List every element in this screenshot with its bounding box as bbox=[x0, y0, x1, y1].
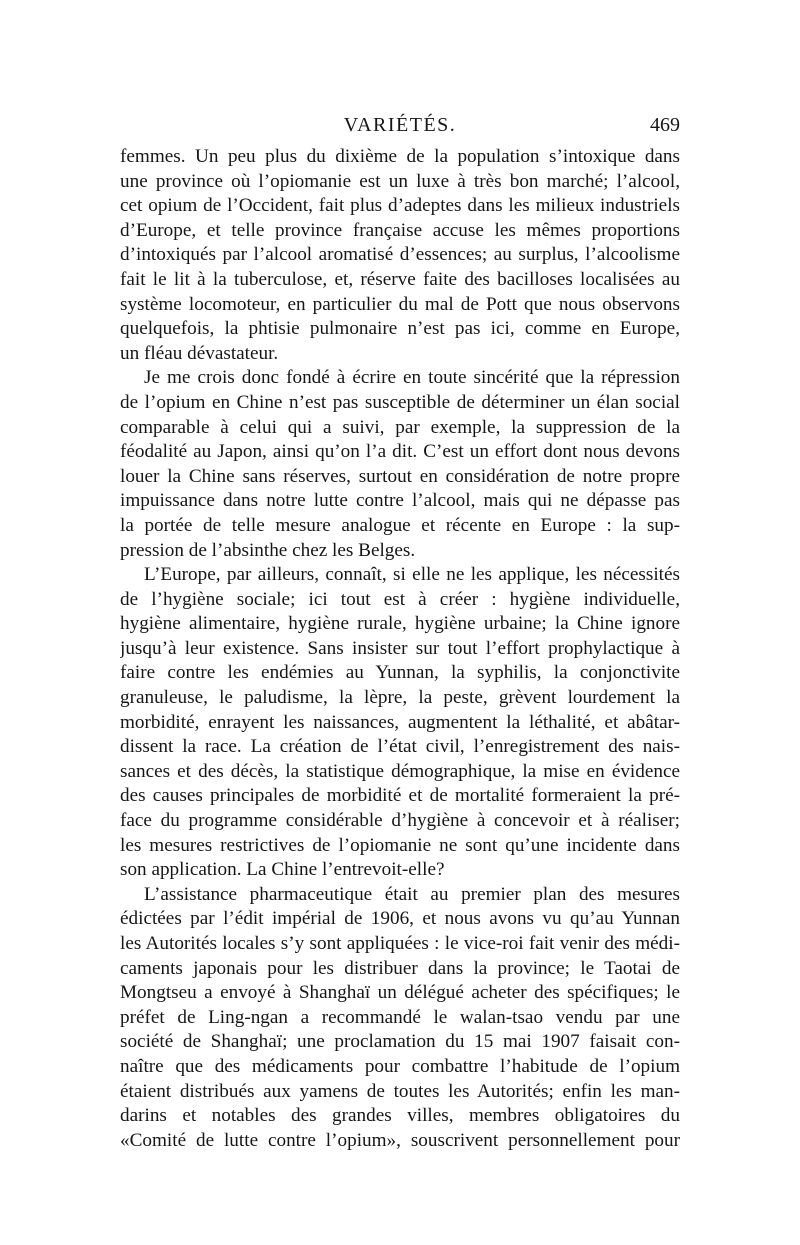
text-line: féodalité au Japon, ainsi qu’on l’a dit. C’est un effort dont nous devons bbox=[120, 441, 680, 463]
text-line: Mongtseu a envoyé à Shanghaï un délégué acheter des spécifiques; le bbox=[120, 982, 680, 1004]
text-line: darins et notables des grandes villes, membres obligatoires du bbox=[120, 1105, 680, 1127]
text-line: hygiène alimentaire, hygiène rurale, hygiène urbaine; la Chine ignore bbox=[120, 613, 680, 635]
text-line: cet opium de l’Occident, fait plus d’adeptes dans les milieux industriels bbox=[120, 195, 680, 217]
text-line: L’Europe, par ailleurs, connaît, si elle ne les applique, les nécessités bbox=[144, 564, 680, 586]
text-line: morbidité, enrayent les naissances, augmentent la léthalité, et abâtar- bbox=[120, 711, 680, 733]
text-line: jusqu’à leur existence. Sans insister sur tout l’effort prophylactique à bbox=[120, 637, 680, 659]
text-line: comparable à celui qui a suivi, par exemple, la suppression de la bbox=[120, 416, 680, 438]
text-line: des causes principales de morbidité et de mortalité formeraient la pré- bbox=[120, 785, 680, 807]
body-text bbox=[120, 145, 680, 1153]
text-line: la portée de telle mesure analogue et récente en Europe : la sup- bbox=[120, 514, 680, 536]
text-line: les mesures restrictives de l’opiomanie ne sont qu’une incidente dans bbox=[120, 834, 680, 856]
running-head: VARIÉTÉS. bbox=[343, 114, 457, 136]
text-line: impuissance dans notre lutte contre l’alcool, mais qui ne dépasse pas bbox=[120, 490, 680, 512]
text-line: caments japonais pour les distribuer dans la province; le Taotai de bbox=[120, 957, 680, 979]
text-line: face du programme considérable d’hygiène à concevoir et à réaliser; bbox=[120, 810, 680, 832]
text-line: de l’opium en Chine n’est pas susceptible de déterminer un élan social bbox=[120, 391, 680, 413]
text-line: L’assistance pharmaceutique était au premier plan des mesures bbox=[144, 883, 680, 905]
text-line: dissent la race. La création de l’état civil, l’enregistrement des nais- bbox=[120, 736, 680, 758]
text-line: d’intoxiqués par l’alcool aromatisé d’essences; au surplus, l’alcoolisme bbox=[120, 244, 680, 266]
page-number: 469 bbox=[650, 114, 680, 136]
text-line: «Comité de lutte contre l’opium», souscrivent personnellement pour bbox=[120, 1129, 680, 1151]
page-header bbox=[120, 110, 680, 140]
text-line: préfet de Ling-ngan a recommandé le walan-tsao vendu par une bbox=[120, 1006, 680, 1028]
text-line: Je me crois donc fondé à écrire en toute sincérité que la répression bbox=[144, 367, 680, 389]
text-line: faire contre les endémies au Yunnan, la syphilis, la conjonctivite bbox=[120, 662, 680, 684]
text-line: une province où l’opiomanie est un luxe à très bon marché; l’alcool, bbox=[120, 170, 680, 192]
text-line: système locomoteur, en particulier du mal de Pott que nous observons bbox=[120, 293, 680, 315]
text-line: naître que des médicaments pour combattre l’habitude de l’opium bbox=[120, 1055, 680, 1077]
text-line: édictées par l’édit impérial de 1906, et nous avons vu qu’au Yunnan bbox=[120, 908, 680, 930]
text-line: louer la Chine sans réserves, surtout en considération de notre propre bbox=[120, 465, 680, 487]
text-line: étaient distribués aux yamens de toutes les Autorités; enfin les man- bbox=[120, 1080, 680, 1102]
text-line: pression de l’absinthe chez les Belges. bbox=[120, 539, 416, 561]
text-line: granuleuse, le paludisme, la lèpre, la peste, grèvent lourdement la bbox=[120, 687, 680, 709]
text-line: de l’hygiène sociale; ici tout est à créer : hygiène individuelle, bbox=[120, 588, 680, 610]
text-line: les Autorités locales s’y sont appliquées : le vice-roi fait venir des médi- bbox=[120, 933, 680, 954]
text-line: un fléau dévastateur. bbox=[120, 342, 279, 364]
text-line: femmes. Un peu plus du dixième de la population s’intoxique dans bbox=[120, 146, 680, 167]
text-line: quelquefois, la phtisie pulmonaire n’est pas ici, comme en Europe, bbox=[120, 318, 680, 340]
text-line: son application. La Chine l’entrevoit-elle? bbox=[120, 859, 445, 881]
text-line: d’Europe, et telle province française accuse les mêmes proportions bbox=[120, 219, 680, 241]
text-line: sances et des décès, la statistique démographique, la mise en évidence bbox=[120, 760, 680, 782]
text-line: fait le lit à la tuberculose, et, réserve faite des bacilloses localisées au bbox=[120, 268, 680, 290]
text-line: société de Shanghaï; une proclamation du 15 mai 1907 faisait con- bbox=[120, 1031, 680, 1053]
